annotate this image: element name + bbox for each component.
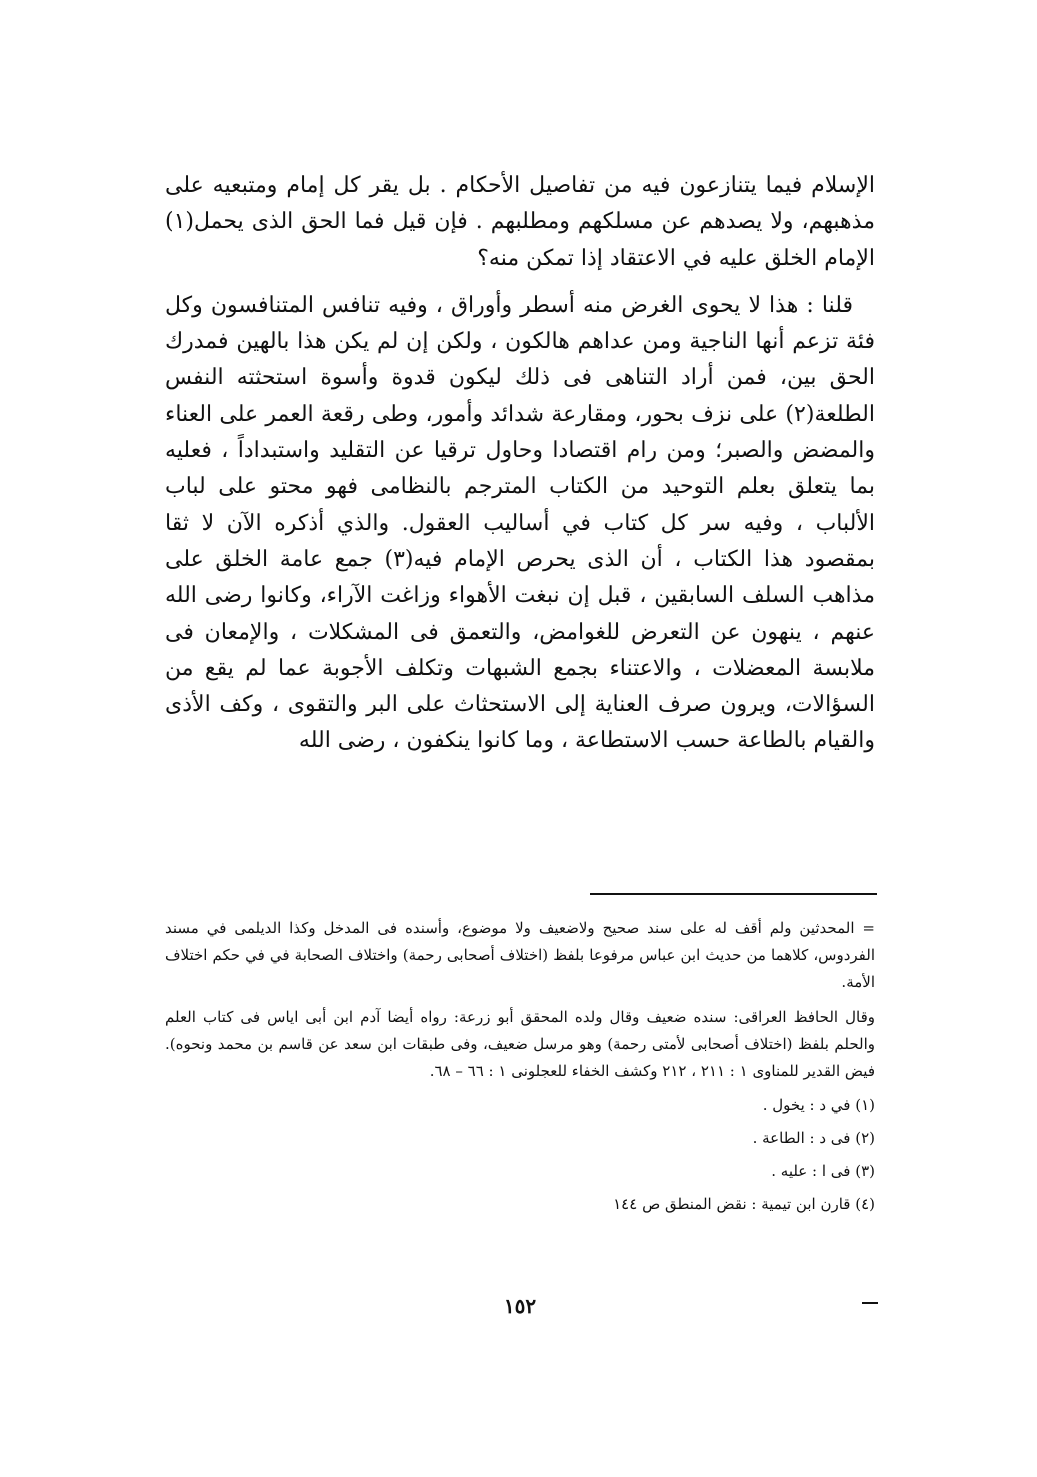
corner-dash (862, 1302, 878, 1304)
footnote-iraqi: وقال الحافظ العراقى: سنده ضعيف وقال ولده المحقق أبو زرعة: رواه أيضا آدم ابن أبى اياس فى كتاب العلم والحلم بلفظ (اختلاف أصحابى لأمتى رحمة) وهو مرسل ضعيف، وفى طبقات ابن سعد عن قاسم بن محمد ونحوه). فيض القدير للمناوى ١ : ٢١١ ، ٢١٢ وكشف الخفاء للعجلونى ١ : ٦٦ – ٦٨. (165, 1008, 875, 1080)
page-number: ١٥٢ (503, 1294, 537, 1318)
footnote-separator (590, 893, 877, 895)
footnote-continuation: = المحدثين ولم أقف له على سند صحيح ولاضعيف ولا موضوع، وأسنده فى المدخل وكذا الديلمى في مسند الفردوس، كلاهما من حديث ابن عباس مرفوعا بلفظ (اختلاف أصحابى رحمة) واختلاف الصحابة في في حكم اختلاف الأمة. (165, 919, 875, 991)
main-text (165, 168, 875, 760)
footnote-item: (٣) فى ا : عليه . (771, 1162, 875, 1180)
footnote-item: (١) في د : يخول . (762, 1096, 875, 1114)
footnote-item: (٤) قارن ابن تيمية : نقض المنطق ص ١٤٤ (613, 1195, 875, 1213)
paragraph-2: قلنا : هذا لا يحوى الغرض منه أسطر وأوراق ، وفيه تنافس المتنافسون وكل فئة تزعم أنها الناجية ومن عداهم هالكون ، ولكن إن لم يكن هذا بالهين فمدرك الحق بين، فمن أراد التناهى فى ذلك ليكون قدوة وأسوة استحثته النفس الطلعة(٢) على نزف بحور، ومقارعة شدائد وأمور، وطى رقعة العمر على العناء والمضض والصبر؛ ومن رام اقتصادا وحاول ترقيا عن التقليد واستبداداً ، فعليه بما يتعلق بعلم التوحيد من الكتاب المترجم بالنظامى فهو محتو على لباب الألباب ، وفيه سر كل كتاب في أساليب العقول. والذي أذكره الآن لا ثقا بمقصود هذا الكتاب ، أن الذى يحرص الإمام فيه(٣) جمع عامة الخلق على مذاهب السلف السابقين ، قبل إن نبغت الأهواء وزاغت الآراء، وكانوا رضى الله عنهم ، ينهون عن التعرض للغوامض، والتعمق فى المشكلات ، والإمعان فى ملابسة المعضلات ، والاعتناء بجمع الشبهات وتكلف الأجوبة عما لم يقع من السؤالات، ويرون صرف العناية إلى الاستحثاث على البر والتقوى ، وكف الأذى والقيام بالطاعة حسب الاستطاعة ، وما كانوا ينكفون ، رضى الله (165, 292, 876, 754)
footnotes (165, 915, 875, 1224)
paragraph-1: الإسلام فيما يتنازعون فيه من تفاصيل الأحكام . بل يقر كل إمام ومتبعيه على مذهبهم، ولا يصدهم عن مسلكهم ومطلبهم . فإن قيل فما الحق الذى يحمل(١) الإمام الخلق عليه في الاعتقاد إذا تمكن منه؟ (165, 173, 875, 271)
footnote-item: (٢) فى د : الطاعة . (752, 1129, 875, 1147)
footnote-list (165, 1092, 875, 1218)
